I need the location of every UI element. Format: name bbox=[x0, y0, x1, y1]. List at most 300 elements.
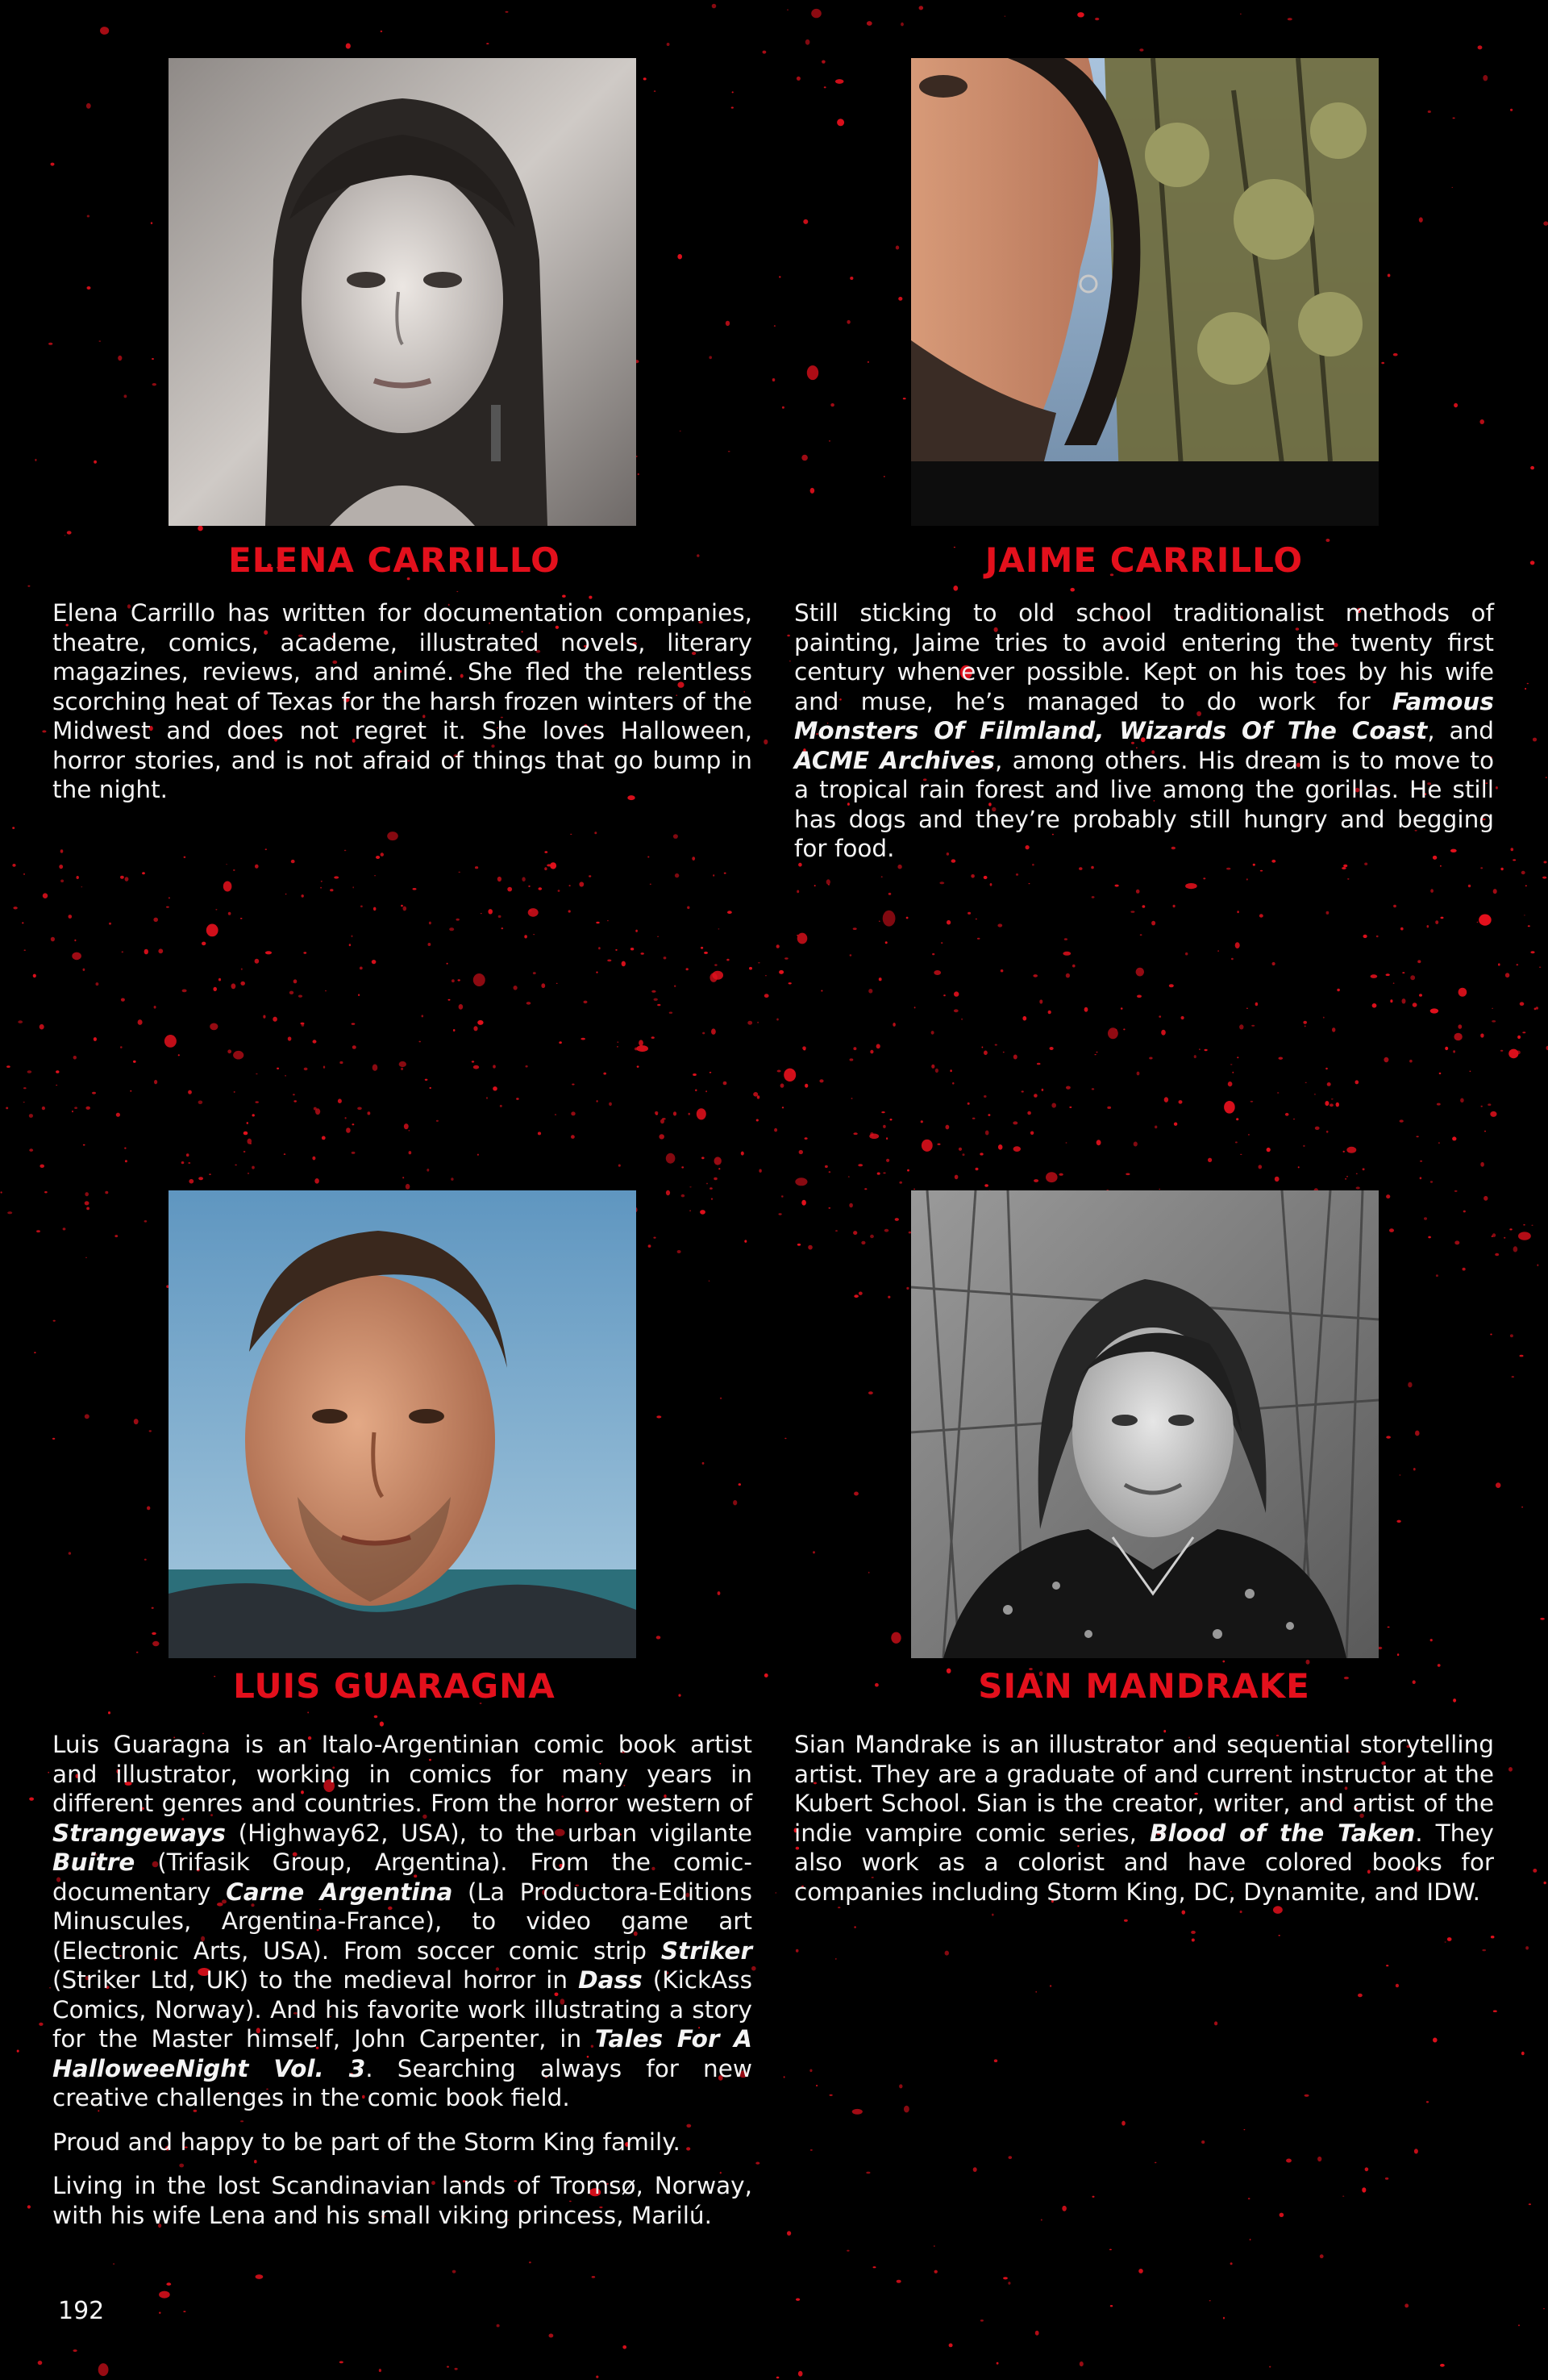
blood-drop bbox=[399, 1061, 406, 1067]
blood-drop bbox=[945, 1951, 949, 1956]
blood-drop bbox=[1326, 911, 1330, 915]
blood-drop bbox=[1066, 973, 1070, 978]
blood-drop bbox=[313, 1040, 317, 1043]
blood-drop bbox=[589, 875, 591, 877]
blood-drop bbox=[22, 922, 23, 923]
blood-drop bbox=[430, 1087, 431, 1089]
blood-drop bbox=[1495, 1253, 1499, 1257]
blood-drop bbox=[158, 948, 163, 953]
blood-drop bbox=[689, 1210, 691, 1211]
blood-drop bbox=[1410, 975, 1415, 980]
blood-drop bbox=[43, 893, 48, 898]
blood-drop bbox=[1094, 1054, 1096, 1055]
blood-drop bbox=[1285, 1113, 1289, 1116]
blood-drop bbox=[227, 1049, 231, 1053]
blood-drop bbox=[1463, 1268, 1466, 1271]
blood-drop bbox=[42, 1107, 45, 1110]
blood-drop bbox=[1415, 1431, 1420, 1436]
blood-drop bbox=[689, 1113, 690, 1115]
blood-drop bbox=[779, 276, 780, 277]
bio-paragraph: Sian Mandrake is an illustrator and sequential storytelling artist. They are a graduate of and current instructor at the Kubert School. Sian is the creator, writer, and artist of the indie vampire comic series, Blood of the Taken. They also work as a colorist and have colored books for companies including Storm King, DC, Dynamite, and IDW. bbox=[794, 1731, 1494, 1906]
blood-drop bbox=[1003, 2277, 1008, 2279]
blood-drop bbox=[1483, 75, 1488, 81]
blood-drop bbox=[657, 936, 659, 937]
bio-text bbox=[52, 1730, 752, 2245]
blood-drop bbox=[322, 1136, 326, 1140]
blood-drop bbox=[188, 1162, 190, 1164]
blood-drop bbox=[1062, 2206, 1067, 2211]
blood-drop bbox=[514, 986, 518, 990]
publication-title: Buitre bbox=[52, 1849, 135, 1876]
blood-drop bbox=[401, 905, 403, 907]
blood-drop bbox=[36, 1230, 40, 1232]
blood-drop bbox=[995, 1044, 997, 1046]
blood-drop bbox=[1250, 1101, 1254, 1102]
blood-drop bbox=[1244, 2129, 1246, 2130]
blood-drop bbox=[596, 922, 599, 923]
blood-drop bbox=[607, 920, 609, 921]
blood-drop bbox=[1280, 2213, 1284, 2217]
blood-drop bbox=[877, 1173, 880, 1175]
blood-drop bbox=[1402, 972, 1404, 973]
blood-drop bbox=[1381, 362, 1384, 365]
blood-drop bbox=[376, 856, 380, 859]
blood-drop bbox=[1337, 989, 1340, 991]
blood-drop bbox=[215, 909, 217, 911]
blood-drop bbox=[718, 928, 720, 929]
blood-drop bbox=[1179, 1100, 1183, 1104]
blood-drop bbox=[1409, 1060, 1413, 1063]
blood-drop bbox=[641, 952, 644, 955]
blood-drop bbox=[83, 969, 85, 971]
blood-drop bbox=[243, 1151, 246, 1152]
blood-drop bbox=[436, 1120, 439, 1122]
blood-drop bbox=[125, 877, 129, 882]
blood-drop bbox=[810, 2149, 813, 2151]
blood-drop bbox=[381, 31, 383, 32]
blood-drop bbox=[636, 1045, 648, 1052]
blood-drop bbox=[728, 451, 730, 452]
blood-drop bbox=[1092, 896, 1095, 898]
blood-drop bbox=[1317, 2157, 1321, 2161]
blood-drop bbox=[1320, 2254, 1324, 2258]
blood-drop bbox=[303, 952, 306, 953]
blood-drop bbox=[352, 1152, 356, 1154]
blood-drop bbox=[776, 944, 780, 948]
name-heading: SIAN MANDRAKE bbox=[978, 1666, 1310, 1706]
blood-drop bbox=[48, 343, 52, 345]
blood-drop bbox=[764, 1674, 768, 1678]
blood-drop bbox=[1142, 905, 1146, 908]
blood-drop bbox=[898, 297, 902, 301]
blood-drop bbox=[1480, 1162, 1484, 1167]
blood-drop bbox=[784, 957, 789, 959]
blood-drop bbox=[801, 455, 808, 461]
blood-drop bbox=[954, 1009, 959, 1012]
bio-paragraph: Still sticking to old school traditionalist methods of painting, Jaime tries to avoid entering the twenty first century whenever possible. Kept on his toes by his wife and muse, he’s managed to do work for Famous Monsters Of Filmland, Wizards Of The Coast, and ACME Archives, among others. His dream is to move to a tropical rain forest and live among the gorillas. He still has dogs and they’re probably still hungry and begging for food. bbox=[794, 599, 1494, 862]
blood-drop bbox=[947, 920, 951, 925]
blood-drop bbox=[753, 1092, 758, 1097]
blood-drop bbox=[1259, 914, 1263, 917]
blood-drop bbox=[541, 983, 545, 988]
blood-drop bbox=[891, 1632, 901, 1644]
blood-drop bbox=[651, 1036, 655, 1039]
blood-drop bbox=[1191, 1931, 1196, 1934]
blood-drop bbox=[1063, 952, 1071, 956]
blood-drop bbox=[1201, 2140, 1205, 2144]
blood-drop bbox=[759, 1169, 761, 1173]
blood-drop bbox=[1232, 1072, 1234, 1073]
blood-drop bbox=[1386, 1436, 1391, 1438]
blood-drop bbox=[506, 11, 509, 13]
blood-drop bbox=[868, 361, 869, 363]
blood-drop bbox=[803, 219, 808, 224]
blood-drop bbox=[914, 1007, 916, 1008]
blood-drop bbox=[1510, 1334, 1513, 1337]
blood-drop bbox=[795, 1177, 807, 1186]
blood-drop bbox=[1536, 1007, 1538, 1009]
blood-drop bbox=[776, 1019, 779, 1021]
blood-drop bbox=[475, 866, 478, 869]
blood-drop bbox=[338, 1098, 342, 1103]
blood-drop bbox=[1137, 995, 1142, 998]
blood-drop bbox=[1518, 1232, 1531, 1240]
blood-drop bbox=[1347, 878, 1349, 879]
blood-drop bbox=[1327, 1082, 1331, 1086]
blood-drop bbox=[797, 890, 799, 894]
blood-drop bbox=[886, 1159, 889, 1162]
blood-drop bbox=[1064, 938, 1067, 940]
blood-drop bbox=[883, 911, 896, 927]
blood-drop bbox=[202, 942, 206, 946]
blood-drop bbox=[888, 1296, 890, 1298]
blood-drop bbox=[797, 935, 798, 936]
blood-drop bbox=[1523, 1224, 1525, 1226]
blood-drop bbox=[1077, 12, 1084, 17]
blood-drop bbox=[1009, 2156, 1013, 2159]
blood-drop bbox=[120, 1046, 123, 1048]
blood-drop bbox=[1001, 969, 1004, 972]
blood-drop bbox=[1235, 1141, 1238, 1143]
blood-drop bbox=[29, 1148, 33, 1152]
blood-drop bbox=[1330, 1103, 1334, 1107]
blood-drop bbox=[402, 1177, 404, 1178]
blood-drop bbox=[1046, 1172, 1058, 1182]
blood-drop bbox=[49, 1987, 51, 1989]
blood-drop bbox=[206, 924, 218, 937]
blood-drop bbox=[24, 949, 26, 951]
blood-drop bbox=[1108, 1027, 1118, 1039]
blood-drop bbox=[1236, 1118, 1238, 1120]
blood-drop bbox=[456, 591, 458, 592]
blood-drop bbox=[1454, 1033, 1462, 1040]
blood-drop bbox=[650, 884, 651, 886]
blood-drop bbox=[1269, 2366, 1271, 2368]
blood-drop bbox=[726, 959, 729, 961]
blood-drop bbox=[1214, 2021, 1217, 2025]
blood-drop bbox=[252, 1166, 255, 1169]
blood-drop bbox=[118, 356, 122, 361]
portrait-photo-jaime-carrillo bbox=[911, 58, 1379, 526]
blood-drop bbox=[63, 1228, 66, 1230]
blood-drop bbox=[789, 982, 792, 984]
blood-drop bbox=[427, 1169, 429, 1172]
blood-drop bbox=[1389, 1228, 1394, 1232]
blood-drop bbox=[263, 1015, 265, 1019]
blood-drop bbox=[39, 2023, 43, 2026]
blood-drop bbox=[1272, 962, 1275, 965]
blood-drop bbox=[1305, 2094, 1309, 2097]
blood-drop bbox=[569, 885, 571, 886]
blood-drop bbox=[756, 1119, 759, 1122]
blood-drop bbox=[231, 983, 236, 989]
blood-drop bbox=[1115, 885, 1119, 887]
bio-paragraph: Elena Carrillo has written for documentation companies, theatre, comics, academe, illustrated novels, literary magazines, reviews, and animé. She fled the relentless scorching heat of Texas for the harsh frozen winters of the Midwest and does not regret it. She loves Halloween, horror stories, and is not afraid of things that go bump in the night. bbox=[52, 599, 752, 803]
blood-drop bbox=[1169, 984, 1174, 987]
blood-drop bbox=[1041, 2220, 1042, 2221]
blood-drop bbox=[1447, 1937, 1452, 1941]
blood-drop bbox=[763, 51, 767, 54]
blood-drop bbox=[346, 44, 351, 49]
blood-drop bbox=[847, 2250, 849, 2252]
blood-drop bbox=[1529, 2203, 1531, 2205]
blood-drop bbox=[677, 254, 682, 259]
blood-drop bbox=[700, 1210, 705, 1215]
blood-drop bbox=[984, 1184, 988, 1186]
blood-drop bbox=[86, 1207, 89, 1211]
blood-drop bbox=[811, 9, 822, 18]
blood-drop bbox=[1121, 1007, 1123, 1010]
blood-drop bbox=[458, 979, 460, 981]
blood-drop bbox=[1092, 1088, 1094, 1090]
blood-drop bbox=[654, 998, 658, 1001]
blood-drop bbox=[718, 1591, 721, 1595]
blood-drop bbox=[1048, 1011, 1051, 1015]
blood-drop bbox=[572, 1084, 574, 1086]
blood-drop bbox=[51, 163, 55, 166]
blood-drop bbox=[850, 1058, 854, 1061]
blood-drop bbox=[1513, 1246, 1518, 1252]
blood-drop bbox=[1413, 1468, 1416, 1470]
blood-drop bbox=[726, 321, 730, 326]
blood-drop bbox=[240, 982, 245, 986]
blood-drop bbox=[149, 1430, 152, 1432]
blood-drop bbox=[710, 1187, 713, 1190]
blood-drop bbox=[374, 875, 376, 876]
blood-drop bbox=[779, 1213, 782, 1215]
blood-drop bbox=[1533, 738, 1537, 742]
blood-drop bbox=[883, 1125, 886, 1128]
blood-drop bbox=[1528, 925, 1530, 927]
blood-drop bbox=[584, 1001, 588, 1004]
blood-drop bbox=[113, 2263, 114, 2264]
blood-drop bbox=[689, 1186, 691, 1187]
blood-drop bbox=[360, 967, 363, 970]
blood-drop bbox=[980, 2320, 984, 2322]
blood-drop bbox=[349, 944, 351, 946]
blood-drop bbox=[1433, 2038, 1438, 2043]
blood-drop bbox=[850, 277, 853, 280]
blood-drop bbox=[67, 531, 72, 534]
blood-drop bbox=[921, 1120, 923, 1123]
blood-drop bbox=[963, 1153, 965, 1156]
blood-drop bbox=[935, 1069, 938, 1073]
blood-drop bbox=[571, 1135, 575, 1139]
blood-drop bbox=[562, 595, 566, 598]
blood-drop bbox=[213, 987, 217, 991]
blood-drop bbox=[1080, 2361, 1084, 2366]
blood-drop bbox=[144, 949, 148, 955]
blood-drop bbox=[1305, 1025, 1306, 1027]
blood-drop bbox=[1512, 1376, 1514, 1378]
blood-drop bbox=[1498, 963, 1500, 965]
blood-drop bbox=[592, 2276, 596, 2278]
blood-drop bbox=[1459, 988, 1467, 997]
blood-drop bbox=[622, 2345, 626, 2349]
blood-drop bbox=[1072, 965, 1076, 968]
blood-drop bbox=[13, 907, 17, 909]
blood-drop bbox=[404, 1123, 409, 1129]
blood-drop bbox=[697, 1108, 706, 1119]
blood-drop bbox=[330, 889, 333, 891]
blood-drop bbox=[1277, 1092, 1279, 1094]
blood-drop bbox=[256, 1073, 257, 1075]
blood-drop bbox=[1362, 2187, 1366, 2192]
blood-drop bbox=[662, 1118, 666, 1120]
blood-drop bbox=[651, 990, 655, 993]
blood-drop bbox=[959, 1148, 962, 1151]
blood-drop bbox=[184, 857, 186, 858]
blood-drop bbox=[1372, 1003, 1377, 1008]
blood-drop bbox=[144, 1559, 147, 1561]
blood-drop bbox=[53, 1320, 56, 1322]
blood-drop bbox=[739, 1483, 741, 1486]
blood-drop bbox=[801, 1200, 806, 1206]
blood-drop bbox=[1306, 1660, 1310, 1665]
blood-drop bbox=[228, 912, 231, 915]
blood-drop bbox=[1544, 1882, 1546, 1884]
blood-drop bbox=[473, 1026, 477, 1031]
blood-drop bbox=[409, 1130, 410, 1131]
blood-drop bbox=[1331, 1098, 1334, 1099]
blood-drop bbox=[776, 1892, 777, 1893]
publication-title: Dass bbox=[578, 1966, 643, 1994]
blood-drop bbox=[990, 883, 992, 886]
blood-drop bbox=[1393, 905, 1396, 907]
blood-drop bbox=[1230, 1064, 1233, 1065]
blood-drop bbox=[1030, 1132, 1034, 1136]
blood-drop bbox=[638, 473, 639, 475]
blood-drop bbox=[285, 1075, 286, 1077]
blood-drop bbox=[314, 1178, 319, 1184]
blood-drop bbox=[293, 1094, 295, 1095]
blood-drop bbox=[233, 869, 235, 871]
blood-drop bbox=[677, 1250, 681, 1253]
blood-drop bbox=[849, 1203, 853, 1208]
blood-drop bbox=[7, 1211, 12, 1214]
blood-drop bbox=[1396, 1984, 1399, 1988]
blood-drop bbox=[598, 947, 601, 949]
blood-drop bbox=[814, 885, 816, 886]
blood-drop bbox=[829, 1171, 831, 1173]
blood-drop bbox=[952, 1082, 954, 1085]
blood-drop bbox=[1399, 1474, 1400, 1475]
blood-drop bbox=[477, 1154, 479, 1156]
blood-drop bbox=[1493, 889, 1497, 894]
blood-drop bbox=[886, 1137, 888, 1140]
blood-drop bbox=[1420, 1161, 1422, 1162]
blood-drop bbox=[413, 888, 417, 890]
blood-drop bbox=[830, 2094, 833, 2096]
blood-drop bbox=[352, 936, 353, 938]
blood-drop bbox=[528, 908, 539, 917]
blood-drop bbox=[673, 834, 678, 839]
publication-title: Striker bbox=[660, 1936, 752, 1965]
blood-drop bbox=[69, 915, 73, 919]
blood-drop bbox=[1134, 1142, 1138, 1147]
blood-drop bbox=[828, 1207, 830, 1209]
blood-drop bbox=[821, 990, 822, 992]
blood-drop bbox=[38, 2361, 43, 2365]
blood-drop bbox=[23, 1087, 27, 1089]
blood-drop bbox=[666, 1153, 676, 1164]
blood-drop bbox=[1492, 1236, 1493, 1237]
blood-drop bbox=[858, 1164, 863, 1166]
blood-drop bbox=[835, 79, 844, 84]
blood-drop bbox=[456, 919, 460, 921]
blood-drop bbox=[1390, 999, 1392, 1002]
blood-drop bbox=[973, 2167, 977, 2172]
blood-drop bbox=[298, 995, 302, 998]
blood-drop bbox=[1371, 974, 1378, 978]
blood-drop bbox=[241, 969, 243, 970]
blood-drop bbox=[1279, 1057, 1284, 1060]
blood-drop bbox=[710, 1072, 712, 1073]
blood-drop bbox=[472, 1061, 474, 1062]
blood-drop bbox=[1478, 45, 1483, 49]
blood-drop bbox=[1275, 1177, 1280, 1182]
blood-drop bbox=[556, 983, 558, 984]
blood-drop bbox=[529, 2261, 531, 2263]
blood-drop bbox=[1454, 403, 1458, 407]
blood-drop bbox=[550, 862, 556, 869]
blood-drop bbox=[85, 1201, 89, 1205]
blood-drop bbox=[233, 1051, 243, 1060]
blood-drop bbox=[779, 970, 784, 974]
blood-drop bbox=[455, 2368, 458, 2370]
blood-drop bbox=[731, 106, 734, 108]
blood-drop bbox=[997, 2362, 999, 2365]
bio-paragraph: Living in the lost Scandinavian lands of Tromsø, Norway, with his wife Lena and his small viking princess, Marilú. bbox=[52, 2172, 752, 2229]
blood-drop bbox=[655, 1114, 658, 1115]
blood-drop bbox=[1013, 1146, 1021, 1152]
blood-drop bbox=[870, 1235, 874, 1238]
blood-drop bbox=[687, 907, 689, 910]
blood-drop bbox=[1107, 1107, 1111, 1109]
blood-drop bbox=[852, 2109, 863, 2115]
blood-drop bbox=[720, 1398, 722, 1399]
blood-drop bbox=[486, 1097, 488, 1098]
blood-drop bbox=[406, 1184, 410, 1190]
blood-drop bbox=[931, 1065, 934, 1069]
blood-drop bbox=[654, 90, 655, 92]
blood-drop bbox=[344, 850, 347, 851]
blood-drop bbox=[1493, 2010, 1497, 2012]
blood-drop bbox=[1121, 2121, 1126, 2126]
blood-drop bbox=[1530, 561, 1535, 565]
blood-drop bbox=[1496, 786, 1498, 790]
blood-drop bbox=[1488, 1103, 1491, 1106]
